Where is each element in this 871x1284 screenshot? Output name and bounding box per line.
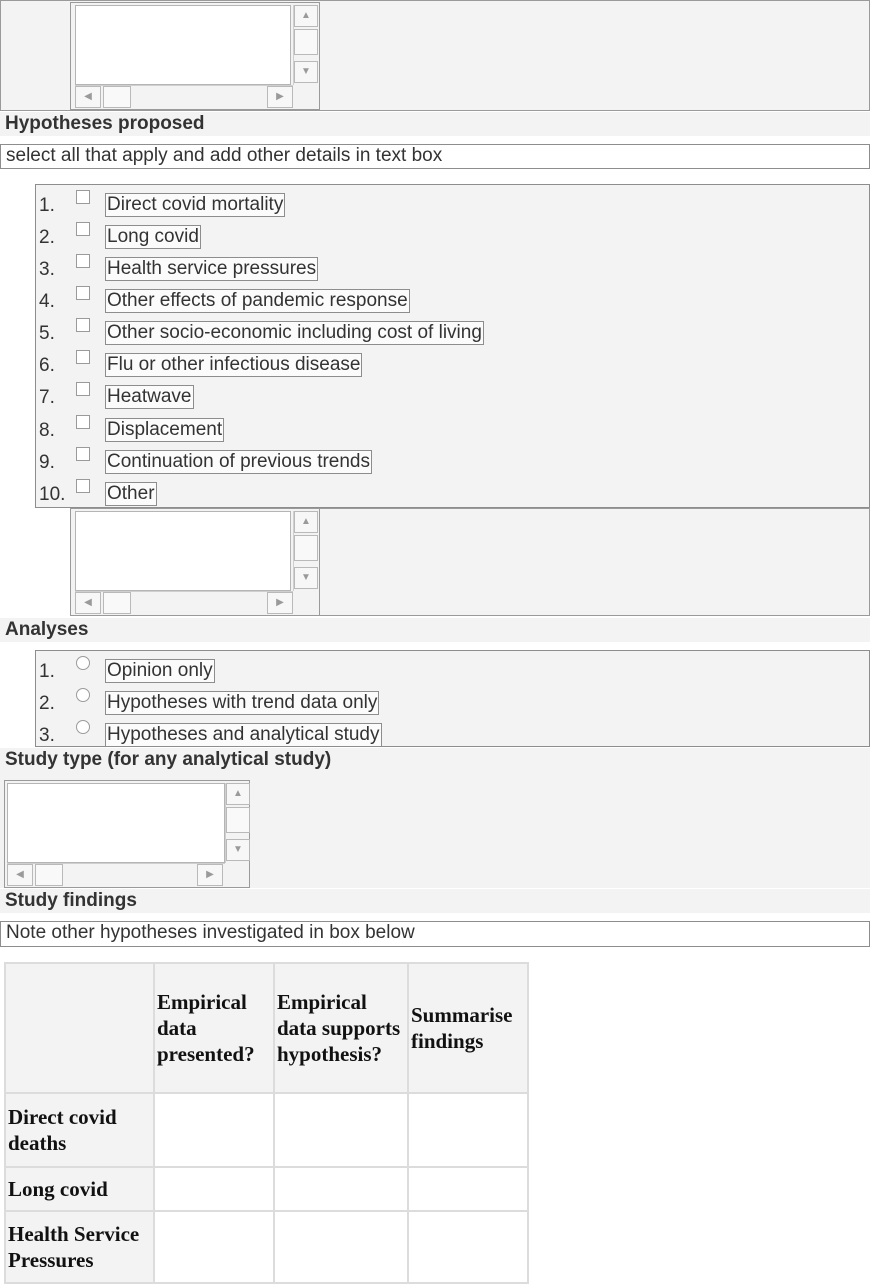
hypotheses-checkbox-list xyxy=(35,184,870,508)
option-label[interactable]: Long covid xyxy=(107,226,199,247)
table-cell[interactable] xyxy=(408,1093,528,1167)
hypotheses-textarea-frame xyxy=(70,508,320,616)
scroll-right-icon[interactable]: ▶ xyxy=(267,592,293,614)
study-type-horizontal-scrollbar[interactable] xyxy=(7,863,225,885)
study-type-textarea-frame xyxy=(4,780,250,888)
checkbox[interactable] xyxy=(76,222,90,236)
table-cell[interactable] xyxy=(154,1211,274,1283)
option-label[interactable]: Other socio-economic including cost of living xyxy=(107,322,482,343)
scroll-thumb[interactable] xyxy=(35,864,63,886)
scroll-up-icon[interactable]: ▲ xyxy=(294,511,318,533)
scroll-right-icon[interactable]: ▶ xyxy=(267,86,293,108)
option-label[interactable]: Direct covid mortality xyxy=(107,194,284,215)
list-number: 3. xyxy=(39,259,55,280)
study-type-title: Study type (for any analytical study) xyxy=(0,748,870,772)
scroll-down-icon[interactable]: ▼ xyxy=(226,839,250,861)
table-cell[interactable] xyxy=(408,1211,528,1283)
hypotheses-title: Hypotheses proposed xyxy=(0,112,870,136)
scroll-up-icon[interactable]: ▲ xyxy=(294,5,318,27)
top-textarea-frame xyxy=(70,2,320,110)
checkbox[interactable] xyxy=(76,318,90,332)
list-number: 7. xyxy=(39,387,55,408)
study-type-vertical-scrollbar[interactable] xyxy=(225,783,249,863)
scroll-left-icon[interactable]: ◀ xyxy=(7,864,33,886)
study-findings-note: Note other hypotheses investigated in box below xyxy=(0,921,870,947)
list-number: 3. xyxy=(39,725,55,746)
table-cell[interactable] xyxy=(274,1167,408,1211)
option-label[interactable]: Hypotheses with trend data only xyxy=(107,692,378,713)
option-label[interactable]: Other xyxy=(107,483,155,504)
list-number: 6. xyxy=(39,355,55,376)
scroll-left-icon[interactable]: ◀ xyxy=(75,592,101,614)
top-textarea[interactable] xyxy=(75,5,291,85)
list-number: 1. xyxy=(39,661,55,682)
checkbox[interactable] xyxy=(76,254,90,268)
radio-button[interactable] xyxy=(76,656,90,670)
option-label[interactable]: Health service pressures xyxy=(107,258,317,279)
scroll-right-icon[interactable]: ▶ xyxy=(197,864,223,886)
radio-button[interactable] xyxy=(76,720,90,734)
table-cell[interactable] xyxy=(274,1093,408,1167)
table-header-cell: Empirical data presented? xyxy=(154,963,274,1093)
list-number: 4. xyxy=(39,291,55,312)
scroll-left-icon[interactable]: ◀ xyxy=(75,86,101,108)
table-header-cell: Summarise findings xyxy=(408,963,528,1093)
option-label[interactable]: Flu or other infectious disease xyxy=(107,354,361,375)
table-row xyxy=(5,1211,528,1283)
option-label[interactable]: Displacement xyxy=(107,419,223,440)
table-cell[interactable] xyxy=(154,1093,274,1167)
table-header-cell xyxy=(5,963,154,1093)
list-number: 8. xyxy=(39,420,55,441)
checkbox[interactable] xyxy=(76,479,90,493)
top-vertical-scrollbar[interactable] xyxy=(293,5,317,85)
option-label[interactable]: Heatwave xyxy=(107,386,192,407)
list-number: 5. xyxy=(39,323,55,344)
analyses-title: Analyses xyxy=(0,618,870,642)
scroll-down-icon[interactable]: ▼ xyxy=(294,61,318,83)
scroll-down-icon[interactable]: ▼ xyxy=(294,567,318,589)
list-number: 2. xyxy=(39,693,55,714)
study-findings-title: Study findings xyxy=(0,889,870,913)
table-row xyxy=(5,1093,528,1167)
checkbox[interactable] xyxy=(76,190,90,204)
table-header-cell: Empirical data supports hypothesis? xyxy=(274,963,408,1093)
analyses-radio-list xyxy=(35,650,870,747)
scroll-thumb[interactable] xyxy=(294,535,318,561)
checkbox[interactable] xyxy=(76,415,90,429)
hypotheses-details-textarea[interactable] xyxy=(75,511,291,591)
option-label[interactable]: Hypotheses and analytical study xyxy=(107,724,380,745)
table-cell[interactable] xyxy=(274,1211,408,1283)
scroll-thumb[interactable] xyxy=(294,29,318,55)
hypotheses-horizontal-scrollbar[interactable] xyxy=(75,591,293,613)
checkbox[interactable] xyxy=(76,447,90,461)
hypotheses-note: select all that apply and add other details in text box xyxy=(0,144,870,169)
table-header-row xyxy=(5,963,528,1093)
scroll-up-icon[interactable]: ▲ xyxy=(226,783,250,805)
list-number: 10. xyxy=(39,484,66,505)
list-number: 9. xyxy=(39,452,55,473)
study-type-textarea[interactable] xyxy=(7,783,225,863)
hypotheses-vertical-scrollbar[interactable] xyxy=(293,511,317,591)
checkbox[interactable] xyxy=(76,382,90,396)
option-label[interactable]: Other effects of pandemic response xyxy=(107,290,408,311)
checkbox[interactable] xyxy=(76,350,90,364)
table-row xyxy=(5,1167,528,1211)
checkbox[interactable] xyxy=(76,286,90,300)
list-number: 2. xyxy=(39,227,55,248)
scroll-thumb[interactable] xyxy=(226,807,250,833)
scroll-thumb[interactable] xyxy=(103,592,131,614)
table-cell[interactable] xyxy=(154,1167,274,1211)
table-cell[interactable] xyxy=(408,1167,528,1211)
scroll-thumb[interactable] xyxy=(103,86,131,108)
findings-table xyxy=(4,962,529,1284)
list-number: 1. xyxy=(39,195,55,216)
table-row-label: Direct covid deaths xyxy=(5,1093,154,1167)
table-row-label: Long covid xyxy=(5,1167,154,1211)
option-label[interactable]: Opinion only xyxy=(107,660,213,681)
table-row-label: Health Service Pressures xyxy=(5,1211,154,1283)
top-horizontal-scrollbar[interactable] xyxy=(75,85,293,107)
option-label[interactable]: Continuation of previous trends xyxy=(107,451,370,472)
radio-button[interactable] xyxy=(76,688,90,702)
